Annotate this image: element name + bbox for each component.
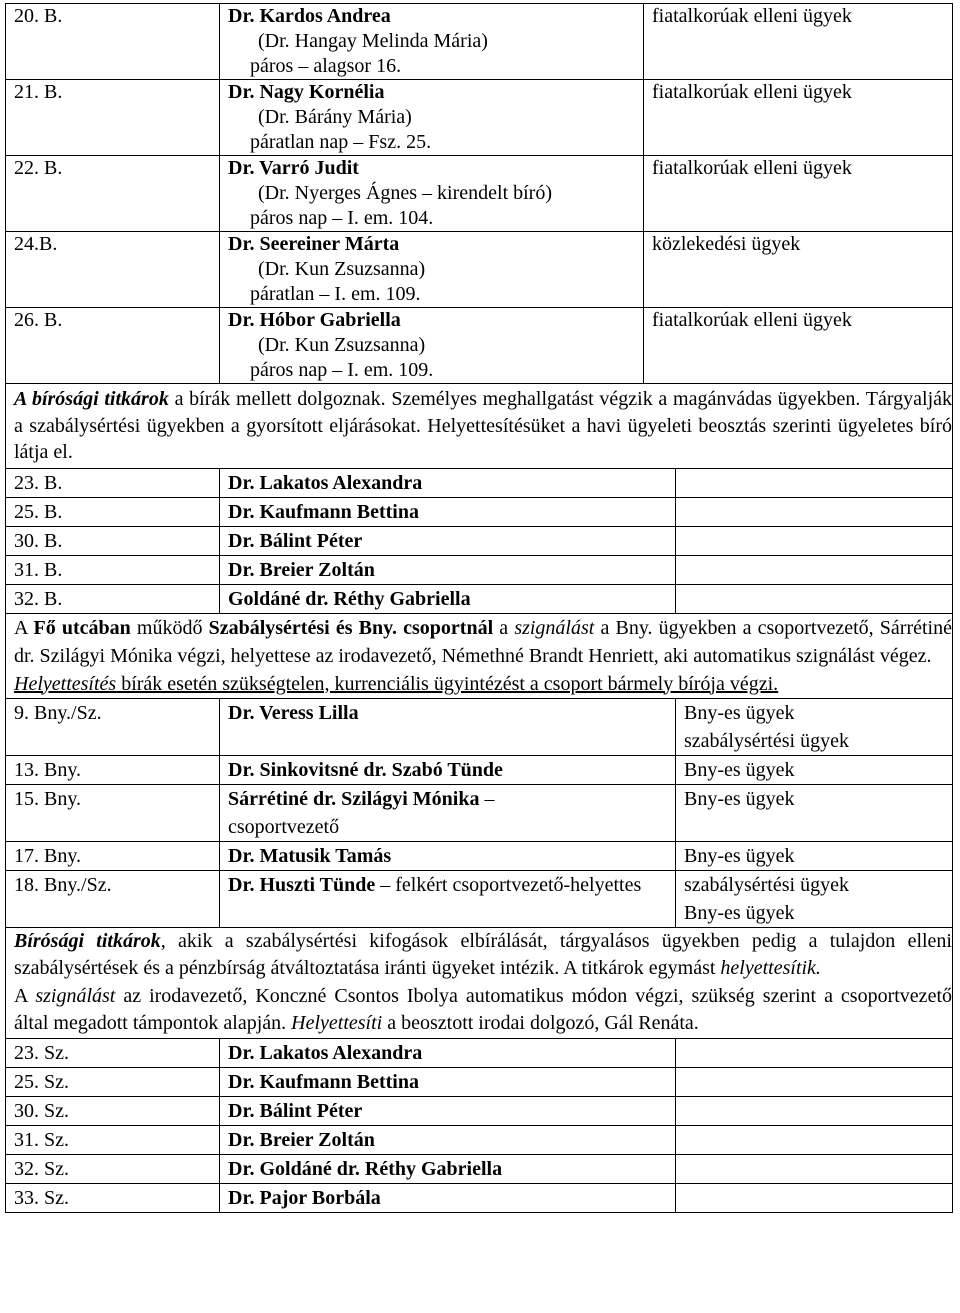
room-cell: 31. B. xyxy=(6,555,220,584)
secretary-name: Dr. Pajor Borbála xyxy=(220,1183,676,1212)
table-row xyxy=(6,468,953,497)
bny-table xyxy=(5,698,953,1039)
room-cell: 23. B. xyxy=(6,468,220,497)
judges-table-body xyxy=(6,4,953,469)
text-fragment: az irodavezető, Konczné Csontos Ibolya automatikus módon végzi, szükség szerint a csoportvezető által megadott támpontok alapján. xyxy=(14,984,952,1034)
case-type-cell: fiatalkorúak elleni ügyek xyxy=(644,4,953,80)
secretary-name: Dr. Goldáné dr. Réthy Gabriella xyxy=(220,1154,676,1183)
judge-name: Dr. Hóbor Gabriella xyxy=(228,309,401,331)
case-type-cell xyxy=(676,784,953,841)
deputy-name: (Dr. Hangay Melinda Mária) xyxy=(258,30,488,52)
case-type: Bny-es ügyek xyxy=(684,787,795,810)
helyettesiti-term: Helyettesíti xyxy=(291,1012,383,1034)
text-fragment: A xyxy=(14,984,36,1007)
group-name: Szabálysértési és Bny. csoportnál xyxy=(208,616,494,639)
table-row xyxy=(6,526,953,555)
table-row xyxy=(6,698,953,755)
table-row xyxy=(6,555,953,584)
text-fragment: működő xyxy=(130,616,209,639)
deputy-name: (Dr. Bárány Mária) xyxy=(258,106,412,128)
case-type: szabálysértési ügyek xyxy=(684,873,849,896)
table-row xyxy=(6,80,953,156)
secretaries-sz-paragraph xyxy=(6,927,953,1038)
judge-name: Dr. Matusik Tamás xyxy=(228,844,392,867)
helyettesites-term: Helyettesítés xyxy=(14,672,117,695)
table-row xyxy=(6,1183,953,1212)
secretary-name: Dr. Breier Zoltán xyxy=(220,555,676,584)
empty-cell xyxy=(676,468,953,497)
empty-cell xyxy=(676,1125,953,1154)
room-cell: 17. Bny. xyxy=(6,841,220,870)
secretary-name: Dr. Lakatos Alexandra xyxy=(220,1038,676,1067)
secretaries-text: a bírák mellett dolgoznak. Személyes meghallgatást végzik a magánvádas ügyekben. Tárgyalják a szabálysértési ügyekben a gyorsított eljárásokat. Helyettesítésüket a havi ügyeleti beosztás szerinti ügyeletes bíró látja el. xyxy=(14,388,953,463)
judge-role: – csoportvezető xyxy=(228,787,495,838)
case-type: Bny-es ügyek xyxy=(684,701,795,724)
text-fragment: a xyxy=(493,616,515,639)
case-type-cell xyxy=(676,870,953,927)
case-type: Bny-es ügyek xyxy=(684,844,795,867)
schedule-room: páratlan – I. em. 109. xyxy=(250,283,421,305)
deputy-name: (Dr. Kun Zsuzsanna) xyxy=(258,258,426,280)
empty-cell xyxy=(676,1183,953,1212)
judge-cell xyxy=(220,784,676,841)
room-cell: 21. B. xyxy=(6,80,220,156)
text-fragment: a Bny. ügyekben a csoportvezető, Sárrétiné dr. Szilágyi Mónika végzi, helyettese az irodavezető, Némethné Brandt Henriett, aki automatikus szignálást végez. xyxy=(14,616,952,667)
secretary-name: Dr. Bálint Péter xyxy=(220,526,676,555)
table-row xyxy=(6,232,953,308)
empty-cell xyxy=(676,1038,953,1067)
text-fragment: bírák esetén szükségtelen, kurrenciális ügyintézést a csoport bármely bírója végzi. xyxy=(116,672,779,695)
table-row xyxy=(6,870,953,927)
judge-name: Dr. Huszti Tünde xyxy=(228,873,376,896)
case-type-cell xyxy=(676,755,953,784)
schedule-room: páros nap – I. em. 109. xyxy=(250,359,434,381)
paragraph-row xyxy=(6,384,953,469)
schedule-room: páros – alagsor 16. xyxy=(250,55,402,77)
secretary-name: Goldáné dr. Réthy Gabriella xyxy=(220,584,676,613)
case-type-cell xyxy=(676,698,953,755)
room-cell: 32. Sz. xyxy=(6,1154,220,1183)
case-type-cell: fiatalkorúak elleni ügyek xyxy=(644,156,953,232)
case-type-cell: közlekedési ügyek xyxy=(644,232,953,308)
room-cell: 32. B. xyxy=(6,584,220,613)
text-fragment: , akik a szabálysértési kifogások elbírálását, tárgyalásos ügyekben pedig a tulajdon elleni szabálysértések és a pénzbírság átváltoztatása iránti ügyeket intézik. A titkárok egymást xyxy=(14,929,952,979)
judge-name: Dr. Seereiner Márta xyxy=(228,233,400,255)
szignalast-term: szignálást xyxy=(514,616,595,639)
schedule-room: páros nap – I. em. 104. xyxy=(250,207,434,229)
group-paragraph xyxy=(6,613,953,698)
room-cell: 18. Bny./Sz. xyxy=(6,870,220,927)
table-row xyxy=(6,755,953,784)
table-row xyxy=(6,1096,953,1125)
judge-role: – felkért csoportvezető-helyettes xyxy=(375,873,642,896)
room-cell: 25. B. xyxy=(6,497,220,526)
table-row xyxy=(6,784,953,841)
judge-cell xyxy=(220,232,644,308)
helyettesitik-term: helyettesítik. xyxy=(720,957,821,979)
empty-cell xyxy=(676,526,953,555)
text-fragment: A xyxy=(14,616,34,639)
case-type-cell: fiatalkorúak elleni ügyek xyxy=(644,80,953,156)
room-cell: 22. B. xyxy=(6,156,220,232)
case-type: Bny-es ügyek xyxy=(684,901,795,924)
document xyxy=(5,3,953,1213)
paragraph-row xyxy=(6,927,953,1038)
table-row xyxy=(6,497,953,526)
judge-name: Sárrétiné dr. Szilágyi Mónika xyxy=(228,787,480,810)
room-cell: 23. Sz. xyxy=(6,1038,220,1067)
empty-cell xyxy=(676,1096,953,1125)
judge-cell xyxy=(220,870,676,927)
room-cell: 25. Sz. xyxy=(6,1067,220,1096)
room-cell: 33. Sz. xyxy=(6,1183,220,1212)
room-cell: 15. Bny. xyxy=(6,784,220,841)
judge-cell xyxy=(220,156,644,232)
judge-cell xyxy=(220,698,676,755)
empty-cell xyxy=(676,1154,953,1183)
case-type-cell: fiatalkorúak elleni ügyek xyxy=(644,308,953,384)
secretaries-sz-table xyxy=(5,1038,953,1213)
deputy-name: (Dr. Nyerges Ágnes – kirendelt bíró) xyxy=(258,182,553,204)
table-row xyxy=(6,1067,953,1096)
secretary-name: Dr. Bálint Péter xyxy=(220,1096,676,1125)
empty-cell xyxy=(676,555,953,584)
judge-cell xyxy=(220,841,676,870)
room-cell: 30. B. xyxy=(6,526,220,555)
room-cell: 9. Bny./Sz. xyxy=(6,698,220,755)
table-row xyxy=(6,308,953,384)
table-row xyxy=(6,1154,953,1183)
judge-name: Dr. Varró Judit xyxy=(228,157,359,179)
empty-cell xyxy=(676,1067,953,1096)
table-row xyxy=(6,1038,953,1067)
room-cell: 31. Sz. xyxy=(6,1125,220,1154)
room-cell: 20. B. xyxy=(6,4,220,80)
room-cell: 26. B. xyxy=(6,308,220,384)
secretary-name: Dr. Kaufmann Bettina xyxy=(220,1067,676,1096)
text-fragment: a beosztott irodai dolgozó, Gál Renáta. xyxy=(382,1012,699,1034)
judge-cell xyxy=(220,80,644,156)
empty-cell xyxy=(676,584,953,613)
deputy-name: (Dr. Kun Zsuzsanna) xyxy=(258,334,426,356)
secretary-name: Dr. Kaufmann Bettina xyxy=(220,497,676,526)
judge-name: Dr. Nagy Kornélia xyxy=(228,81,385,103)
judge-cell xyxy=(220,308,644,384)
secretary-name: Dr. Lakatos Alexandra xyxy=(220,468,676,497)
judge-name: Dr. Sinkovitsné dr. Szabó Tünde xyxy=(228,758,503,781)
table-row xyxy=(6,584,953,613)
case-type: Bny-es ügyek xyxy=(684,758,795,781)
empty-cell xyxy=(676,497,953,526)
judge-cell xyxy=(220,4,644,80)
case-type: szabálysértési ügyek xyxy=(684,729,849,752)
secretaries-b-table xyxy=(5,468,953,699)
judges-table xyxy=(5,3,953,469)
table-row xyxy=(6,841,953,870)
judge-name: Dr. Veress Lilla xyxy=(228,701,359,724)
table-row xyxy=(6,1125,953,1154)
room-cell: 13. Bny. xyxy=(6,755,220,784)
paragraph-row xyxy=(6,613,953,698)
fo-utcaban: Fő utcában xyxy=(33,616,131,639)
case-type-cell xyxy=(676,841,953,870)
table-row xyxy=(6,4,953,80)
szignalast-term: szignálást xyxy=(35,984,116,1007)
secretaries-lead: Bírósági titkárok xyxy=(14,929,161,952)
secretary-name: Dr. Breier Zoltán xyxy=(220,1125,676,1154)
table-row xyxy=(6,156,953,232)
judge-name: Dr. Kardos Andrea xyxy=(228,5,391,27)
room-cell: 24.B. xyxy=(6,232,220,308)
secretaries-lead: A bírósági titkárok xyxy=(14,388,169,410)
judge-cell xyxy=(220,755,676,784)
schedule-room: páratlan nap – Fsz. 25. xyxy=(250,131,432,153)
secretaries-paragraph xyxy=(6,384,953,469)
room-cell: 30. Sz. xyxy=(6,1096,220,1125)
